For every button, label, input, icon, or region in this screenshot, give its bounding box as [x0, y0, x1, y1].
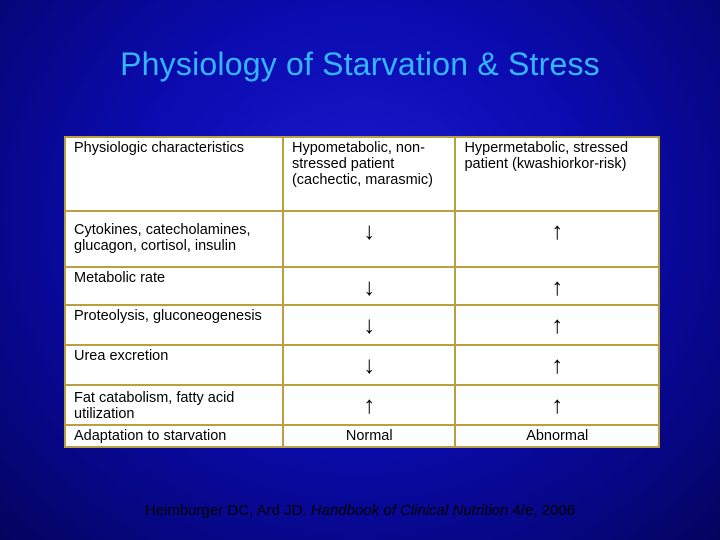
row-label: Proteolysis, gluconeogenesis — [65, 305, 283, 345]
hypo-arrow: ↓ — [283, 211, 455, 267]
row-label: Cytokines, catecholamines, glucagon, cortisol, insulin — [65, 211, 283, 267]
table-row — [65, 211, 659, 267]
table-row — [65, 305, 659, 345]
header-hypermetabolic: Hypermetabolic, stressed patient (kwashiorkor-risk) — [455, 137, 659, 211]
row-label: Metabolic rate — [65, 267, 283, 305]
hyper-arrow: ↑ — [455, 211, 659, 267]
header-characteristics: Physiologic characteristics — [65, 137, 283, 211]
hyper-arrow: ↑ — [455, 305, 659, 345]
hyper-arrow: ↑ — [455, 385, 659, 425]
slide-title: Physiology of Starvation & Stress — [120, 46, 600, 82]
citation-authors: Heimburger DC, Ard JD. — [144, 502, 311, 519]
hypo-arrow: ↑ — [283, 385, 455, 425]
hyper-arrow: ↑ — [455, 345, 659, 385]
hypo-arrow: ↓ — [283, 267, 455, 305]
hyper-arrow: ↑ — [455, 267, 659, 305]
citation-edition: 4/e, 2006 — [508, 502, 576, 519]
row-label: Fat catabolism, fatty acid utilization — [65, 385, 283, 425]
table-row — [65, 267, 659, 305]
header-hypometabolic: Hypometabolic, non-stressed patient (cachectic, marasmic) — [283, 137, 455, 211]
table-header-row — [65, 137, 659, 211]
citation — [0, 502, 720, 519]
starvation-stress-table — [64, 136, 660, 448]
hyper-value: Abnormal — [455, 425, 659, 447]
hypo-value: Normal — [283, 425, 455, 447]
row-label: Urea excretion — [65, 345, 283, 385]
table-row — [65, 385, 659, 425]
table-row — [65, 425, 659, 447]
hypo-arrow: ↓ — [283, 305, 455, 345]
hypo-arrow: ↓ — [283, 345, 455, 385]
table-row — [65, 345, 659, 385]
row-label: Adaptation to starvation — [65, 425, 283, 447]
citation-book-title: Handbook of Clinical Nutrition — [310, 502, 509, 519]
